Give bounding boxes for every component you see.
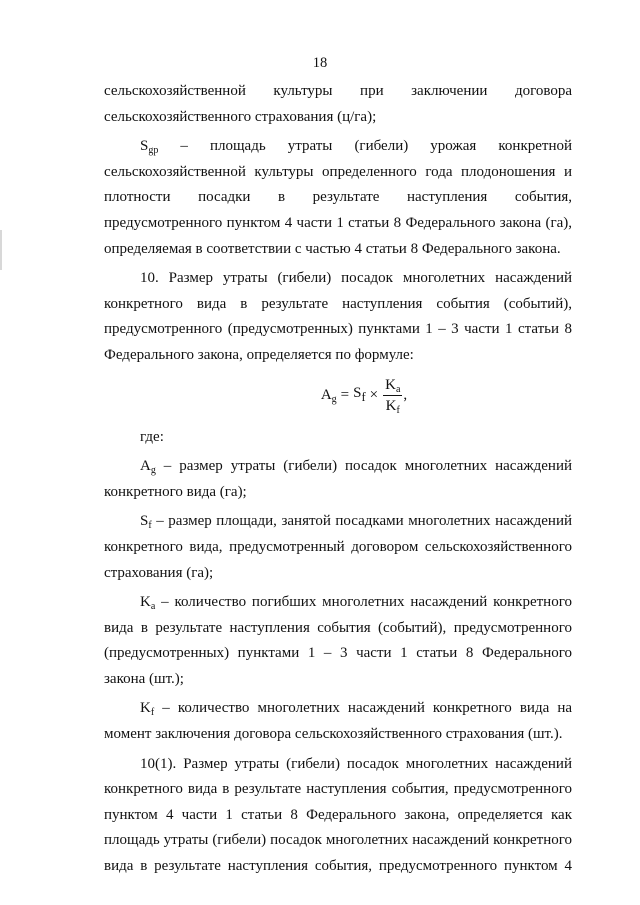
definition-kf [104, 696, 572, 747]
symbol-sf: $S_f$ [140, 513, 152, 532]
symbol-ka: $K_a$ [140, 594, 156, 613]
formula-comma: , [403, 386, 408, 403]
symbol-kf: $K_f$ [140, 700, 155, 719]
fraction-numerator: $K_a$ [385, 377, 401, 396]
where-label: где: [140, 428, 164, 445]
definition-text: – размер площади, занятой посадками многолетних насаждений конкретного вида, предусмотренный договором сельскохозяйственного страхования (га); [104, 513, 572, 581]
document-body [104, 79, 572, 880]
formula-equals: = [340, 386, 350, 403]
definition-ka [104, 590, 572, 692]
definition-text: – размер утраты (гибели) посадок многолетних насаждений конкретного вида (га); [104, 458, 572, 500]
paragraph-10: 10. Размер утраты (гибели) посадок многолетних насаждений конкретного вида в результате наступления события (событий), предусмотренного (предусмотренных) пунктами 1 – 3 части 1 статьи 8 Федерального закона, определяется по формуле: [104, 270, 572, 363]
paragraph-sgp-definition [104, 134, 572, 262]
page-number: 18 [312, 55, 328, 71]
fraction-denominator: $K_f$ [385, 398, 400, 417]
definition-sf [104, 509, 572, 586]
symbol-ag: $A_g$ [140, 458, 156, 477]
formula-times: × [369, 386, 379, 403]
paragraph-10-1: 10(1). Размер утраты (гибели) посадок многолетних насаждений конкретного вида в результате наступления события, предусмотренного пунктом 4 части 1 статьи 8 Федерального закона, определяется как площадь утраты (гибели) посадок многолетних насаждений конкретного вида в результате наступления события, предусмотренного пунктом 4 [104, 755, 572, 875]
formula-factor: $S_f$ [353, 384, 366, 404]
paragraph-continued: сельскохозяйственной культуры при заключении договора сельскохозяйственного страхования (ц/га); [104, 83, 572, 125]
definition-text: – количество многолетних насаждений конкретного вида на момент заключения договора сельскохозяйственного страхования (шт.). [104, 700, 572, 743]
definition-text: – количество погибших многолетних насаждений конкретного вида в результате наступления события (событий), предусмотренного (предусмотренных) пунктами 1 – 3 части 1 статьи 8 Федерального закона (шт.); [104, 594, 572, 687]
definition-ag [104, 454, 572, 505]
definition-text: – площадь утраты (гибели) урожая конкретной сельскохозяйственной культуры определенного года плодоношения и плотности посадки в результате наступления события, предусмотренного пунктом 4 части 1 статьи 8 Федерального закона (га), определяемая в соответствии с частью 4 статьи 8 Федерального закона. [104, 138, 572, 257]
formula-fraction [383, 376, 402, 415]
formula-ag [156, 371, 572, 421]
symbol-sgp: $S_{gp}$ [140, 138, 159, 157]
scan-edge-mark [0, 230, 2, 270]
formula-lhs: $A_g$ [320, 386, 337, 405]
